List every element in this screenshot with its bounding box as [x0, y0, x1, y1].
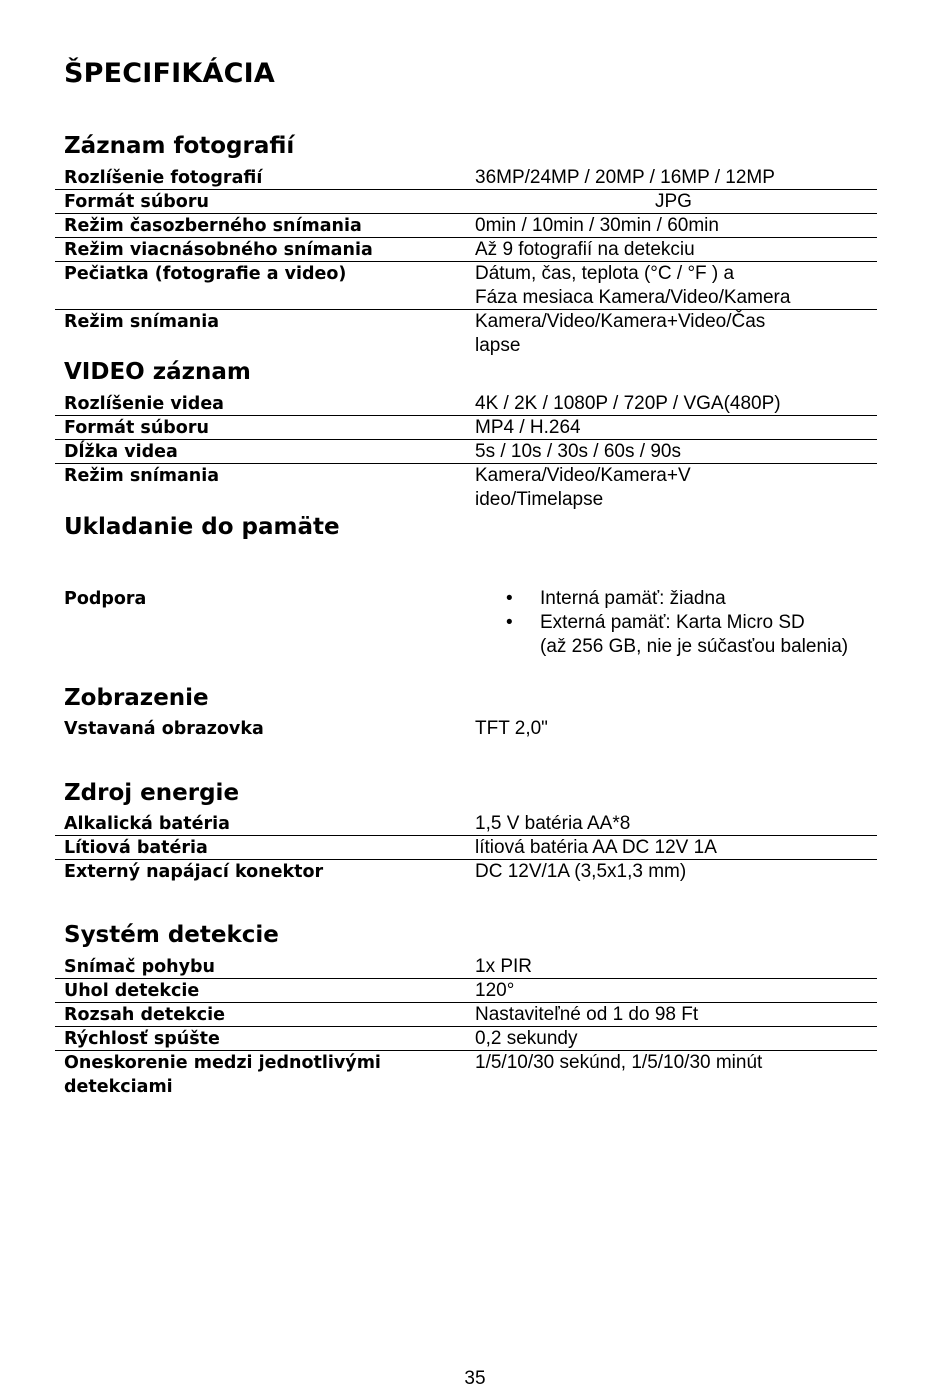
spec-value: DC 12V/1A (3,5x1,3 mm) [475, 861, 687, 882]
spec-label: Vstavaná obrazovka [64, 719, 264, 739]
spec-label: Rozlíšenie videa [64, 394, 224, 414]
section-title-power: Zdroj energie [64, 780, 240, 806]
list-item-text: Interná pamäť: žiadna [540, 588, 726, 609]
spec-label: Režim časozberného snímania [64, 216, 362, 236]
spec-row [55, 860, 877, 883]
section-title-display: Zobrazenie [64, 685, 209, 711]
spec-row [55, 310, 877, 357]
spec-value [475, 262, 870, 310]
spec-label: Dĺžka videa [64, 442, 178, 462]
spec-row [55, 416, 877, 440]
section-title-detection: Systém detekcie [64, 922, 279, 948]
list-item-text: (až 256 GB, nie je súčasťou balenia) [540, 636, 849, 657]
section-title-storage: Ukladanie do pamäte [64, 514, 340, 540]
spec-label: Rozlíšenie fotografií [64, 168, 263, 188]
spec-value: 36MP/24MP / 20MP / 16MP / 12MP [475, 167, 775, 188]
section-title-video: VIDEO záznam [64, 359, 251, 385]
spec-value: 0min / 10min / 30min / 60min [475, 215, 719, 236]
spec-value: 5s / 10s / 30s / 60s / 90s [475, 441, 681, 462]
bullet-icon: • [506, 612, 513, 633]
spec-label: Uhol detekcie [64, 981, 200, 1001]
spec-label: Lítiová batéria [64, 838, 208, 858]
spec-label: Rozsah detekcie [64, 1005, 225, 1025]
spec-row [55, 1051, 877, 1099]
spec-value: lítiová batéria AA DC 12V 1A [475, 837, 717, 858]
spec-value [475, 464, 870, 512]
spec-label: Externý napájací konektor [64, 862, 324, 882]
spec-row [55, 464, 877, 511]
spec-row [55, 440, 877, 464]
spec-label [64, 1051, 459, 1099]
list-item-text: Externá pamäť: Karta Micro SD [540, 612, 805, 633]
spec-value-line: Dátum, čas, teplota (°C / °F ) a [475, 263, 735, 284]
spec-value: Až 9 fotografií na detekciu [475, 239, 695, 260]
spec-value-line: Fáza mesiaca Kamera/Video/Kamera [475, 287, 791, 308]
spec-row [55, 836, 877, 860]
list-item [475, 587, 848, 611]
spec-value: Nastaviteľné od 1 do 98 Ft [475, 1004, 699, 1025]
spec-label: Snímač pohybu [64, 957, 215, 977]
spec-row [55, 166, 877, 190]
page-number: 35 [464, 1368, 486, 1389]
spec-row [55, 812, 877, 836]
spec-value: MP4 / H.264 [475, 417, 581, 438]
spec-label-line: Oneskorenie medzi jednotlivými [64, 1053, 381, 1073]
bullet-icon: • [506, 588, 513, 609]
spec-value: 0,2 sekundy [475, 1028, 578, 1049]
spec-row [55, 1027, 877, 1051]
spec-label: Rýchlosť spúšte [64, 1029, 220, 1049]
spec-row [55, 979, 877, 1003]
spec-value-line: ideo/Timelapse [475, 489, 604, 510]
spec-row [55, 238, 877, 262]
spec-value-line: Kamera/Video/Kamera+Video/Čas [475, 311, 766, 332]
page-title: ŠPECIFIKÁCIA [64, 58, 276, 89]
spec-row [55, 717, 877, 740]
spec-value-line: Kamera/Video/Kamera+V [475, 465, 691, 486]
spec-row [55, 955, 877, 979]
spec-label: Režim snímania [64, 312, 220, 332]
spec-row [55, 214, 877, 238]
spec-label: Pečiatka (fotografie a video) [64, 264, 347, 284]
spec-row [55, 587, 877, 661]
section-title-photo: Záznam fotografií [64, 133, 295, 159]
spec-value: 4K / 2K / 1080P / 720P / VGA(480P) [475, 393, 781, 414]
spec-value: TFT 2,0" [475, 718, 548, 739]
spec-value: 1/5/10/30 sekúnd, 1/5/10/30 minút [475, 1052, 763, 1073]
spec-value: JPG [655, 191, 692, 212]
spec-row [55, 1003, 877, 1027]
spec-label: Režim snímania [64, 466, 220, 486]
spec-label: Režim viacnásobného snímania [64, 240, 373, 260]
storage-list [475, 587, 848, 659]
spec-value: 120° [475, 980, 515, 1001]
spec-value [475, 310, 870, 358]
spec-value-line: lapse [475, 335, 521, 356]
spec-label: Podpora [64, 589, 147, 609]
spec-label: Formát súboru [64, 418, 209, 438]
spec-value: 1,5 V batéria AA*8 [475, 813, 631, 834]
spec-value: 1x PIR [475, 956, 533, 977]
spec-row [55, 392, 877, 416]
spec-label-line: detekciami [64, 1077, 173, 1097]
spec-label: Alkalická batéria [64, 814, 230, 834]
spec-label: Formát súboru [64, 192, 209, 212]
spec-row [55, 262, 877, 310]
list-item [475, 611, 848, 659]
spec-row [55, 190, 877, 214]
